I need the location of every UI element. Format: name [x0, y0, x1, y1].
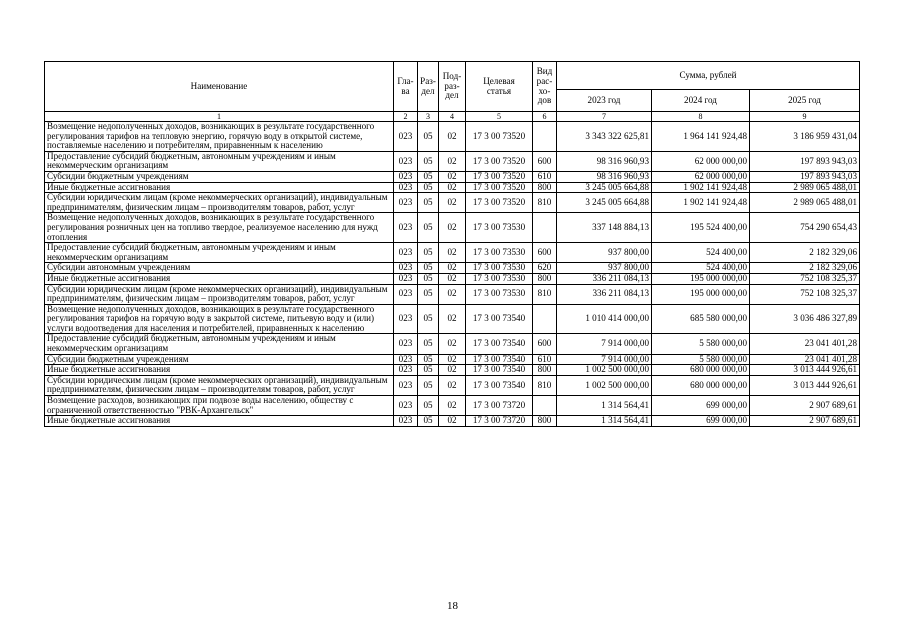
row-sum-2024: 195 000 000,00: [652, 284, 750, 304]
header-2023: 2023 год: [557, 90, 652, 112]
row-sum-2024: 62 000 000,00: [652, 171, 750, 182]
row-target-article: 17 3 00 73720: [466, 396, 533, 416]
header-name: Наименование: [45, 62, 394, 112]
row-expense-type: [533, 396, 557, 416]
row-name: Иные бюджетные ассигнования: [45, 182, 394, 193]
row-sum-2024: 680 000 000,00: [652, 375, 750, 395]
col-number: 4: [439, 112, 466, 122]
table-row: [45, 182, 860, 193]
table-row: [45, 396, 860, 416]
row-target-article: 17 3 00 73520: [466, 122, 533, 152]
row-razdel: 05: [418, 213, 439, 243]
header-razdel: Раз- дел: [418, 62, 439, 112]
row-razdel: 05: [418, 304, 439, 334]
table-row: [45, 354, 860, 365]
row-target-article: 17 3 00 73540: [466, 354, 533, 365]
row-sum-2023: 937 800,00: [557, 263, 652, 274]
row-sum-2025: 2 907 689,61: [750, 396, 860, 416]
row-sum-2023: 937 800,00: [557, 243, 652, 263]
row-target-article: 17 3 00 73520: [466, 151, 533, 171]
table-row: [45, 365, 860, 376]
row-razdel: 05: [418, 375, 439, 395]
row-name: Предоставление субсидий бюджетным, автономным учреждениям и иным некоммерческим организациям: [45, 243, 394, 263]
row-podrazdel: 02: [439, 416, 466, 427]
row-glava: 023: [394, 396, 418, 416]
row-glava: 023: [394, 284, 418, 304]
row-glava: 023: [394, 304, 418, 334]
row-glava: 023: [394, 213, 418, 243]
row-name: Иные бюджетные ассигнования: [45, 365, 394, 376]
row-target-article: 17 3 00 73520: [466, 171, 533, 182]
table-row: [45, 193, 860, 213]
row-glava: 023: [394, 334, 418, 354]
row-name: Возмещение недополученных доходов, возникающих в результате государственного регулирования тарифов на горячую воду в закрытой системе, питьевую воду и (или) услуги водоотведения для населения и потребителей, приравненных к населению: [45, 304, 394, 334]
row-glava: 023: [394, 193, 418, 213]
row-sum-2025: 197 893 943,03: [750, 151, 860, 171]
col-number: 3: [418, 112, 439, 122]
row-podrazdel: 02: [439, 354, 466, 365]
row-podrazdel: 02: [439, 375, 466, 395]
row-sum-2023: 3 245 005 664,88: [557, 182, 652, 193]
row-sum-2024: 685 580 000,00: [652, 304, 750, 334]
table-row: [45, 375, 860, 395]
row-sum-2024: 699 000,00: [652, 396, 750, 416]
col-number: 2: [394, 112, 418, 122]
table-row: [45, 243, 860, 263]
row-sum-2025: 2 907 689,61: [750, 416, 860, 427]
header-glava: Гла- ва: [394, 62, 418, 112]
row-sum-2023: 1 314 564,41: [557, 416, 652, 427]
header-vid: Вид рас- хо- дов: [533, 62, 557, 112]
col-number: 1: [45, 112, 394, 122]
row-sum-2023: 336 211 084,13: [557, 273, 652, 284]
row-glava: 023: [394, 375, 418, 395]
row-target-article: 17 3 00 73530: [466, 263, 533, 274]
row-sum-2024: 195 524 400,00: [652, 213, 750, 243]
budget-table: [44, 61, 860, 427]
row-sum-2024: 5 580 000,00: [652, 354, 750, 365]
row-expense-type: 620: [533, 263, 557, 274]
row-sum-2025: 2 182 329,06: [750, 243, 860, 263]
row-name: Возмещение недополученных доходов, возникающих в результате государственного регулирования розничных цен на топливо твердое, реализуемое населению для нужд отопления: [45, 213, 394, 243]
row-glava: 023: [394, 171, 418, 182]
row-name: Иные бюджетные ассигнования: [45, 273, 394, 284]
table-row: [45, 213, 860, 243]
row-name: Возмещение недополученных доходов, возникающих в результате государственного регулирования тарифов на тепловую энергию, горячую воду в открытой системе, поставляемые населению и потребителям, приравненным к населению: [45, 122, 394, 152]
table-row: [45, 304, 860, 334]
row-podrazdel: 02: [439, 243, 466, 263]
page-number: 18: [447, 600, 458, 612]
row-razdel: 05: [418, 396, 439, 416]
row-razdel: 05: [418, 182, 439, 193]
row-razdel: 05: [418, 365, 439, 376]
row-glava: 023: [394, 122, 418, 152]
col-number: 9: [750, 112, 860, 122]
row-target-article: 17 3 00 73720: [466, 416, 533, 427]
row-glava: 023: [394, 243, 418, 263]
row-sum-2023: 7 914 000,00: [557, 334, 652, 354]
row-glava: 023: [394, 273, 418, 284]
row-podrazdel: 02: [439, 171, 466, 182]
row-podrazdel: 02: [439, 193, 466, 213]
row-razdel: 05: [418, 284, 439, 304]
row-razdel: 05: [418, 151, 439, 171]
row-sum-2024: 680 000 000,00: [652, 365, 750, 376]
row-sum-2023: 3 343 322 625,81: [557, 122, 652, 152]
row-razdel: 05: [418, 354, 439, 365]
row-sum-2023: 336 211 084,13: [557, 284, 652, 304]
row-sum-2023: 1 002 500 000,00: [557, 375, 652, 395]
row-target-article: 17 3 00 73530: [466, 273, 533, 284]
row-sum-2025: 2 989 065 488,01: [750, 182, 860, 193]
row-expense-type: 810: [533, 284, 557, 304]
row-expense-type: 810: [533, 193, 557, 213]
row-podrazdel: 02: [439, 122, 466, 152]
row-expense-type: [533, 122, 557, 152]
row-sum-2025: 3 013 444 926,61: [750, 375, 860, 395]
row-expense-type: 800: [533, 182, 557, 193]
row-name: Возмещение расходов, возникающих при подвозе воды населению, обществу с ограниченной ответственностью "РВК-Архангельск": [45, 396, 394, 416]
row-podrazdel: 02: [439, 304, 466, 334]
row-razdel: 05: [418, 334, 439, 354]
header-2025: 2025 год: [750, 90, 860, 112]
header-podrazdel: Под- раз- дел: [439, 62, 466, 112]
row-target-article: 17 3 00 73540: [466, 365, 533, 376]
row-sum-2025: 197 893 943,03: [750, 171, 860, 182]
row-razdel: 05: [418, 243, 439, 263]
header-sum: Сумма, рублей: [557, 62, 860, 90]
row-name: Иные бюджетные ассигнования: [45, 416, 394, 427]
row-sum-2023: 1 010 414 000,00: [557, 304, 652, 334]
col-number: 7: [557, 112, 652, 122]
row-expense-type: 800: [533, 273, 557, 284]
row-name: Субсидии юридическим лицам (кроме некоммерческих организаций), индивидуальным предпринимателям, физическим лицам – производителям товаров, работ, услуг: [45, 193, 394, 213]
header-target: Целевая статья: [466, 62, 533, 112]
row-razdel: 05: [418, 416, 439, 427]
row-glava: 023: [394, 416, 418, 427]
row-podrazdel: 02: [439, 182, 466, 193]
row-sum-2024: 524 400,00: [652, 263, 750, 274]
row-sum-2025: 3 013 444 926,61: [750, 365, 860, 376]
row-expense-type: [533, 213, 557, 243]
table-row: [45, 122, 860, 152]
row-podrazdel: 02: [439, 273, 466, 284]
table-row: [45, 416, 860, 427]
row-sum-2023: 98 316 960,93: [557, 171, 652, 182]
row-target-article: 17 3 00 73520: [466, 182, 533, 193]
row-target-article: 17 3 00 73530: [466, 243, 533, 263]
row-name: Предоставление субсидий бюджетным, автономным учреждениям и иным некоммерческим организациям: [45, 151, 394, 171]
row-razdel: 05: [418, 122, 439, 152]
row-sum-2023: 98 316 960,93: [557, 151, 652, 171]
row-name: Субсидии юридическим лицам (кроме некоммерческих организаций), индивидуальным предпринимателям, физическим лицам – производителям товаров, работ, услуг: [45, 284, 394, 304]
row-sum-2024: 62 000 000,00: [652, 151, 750, 171]
table-row: [45, 263, 860, 274]
row-sum-2025: 754 290 654,43: [750, 213, 860, 243]
row-sum-2025: 3 036 486 327,89: [750, 304, 860, 334]
row-razdel: 05: [418, 273, 439, 284]
row-podrazdel: 02: [439, 396, 466, 416]
row-expense-type: 610: [533, 171, 557, 182]
row-target-article: 17 3 00 73530: [466, 284, 533, 304]
row-sum-2024: 1 902 141 924,48: [652, 182, 750, 193]
row-name: Субсидии автономным учреждениям: [45, 263, 394, 274]
row-target-article: 17 3 00 73540: [466, 304, 533, 334]
table-row: [45, 334, 860, 354]
col-number: 8: [652, 112, 750, 122]
row-sum-2024: 195 000 000,00: [652, 273, 750, 284]
row-podrazdel: 02: [439, 284, 466, 304]
row-razdel: 05: [418, 263, 439, 274]
table-row: [45, 171, 860, 182]
row-sum-2025: 2 989 065 488,01: [750, 193, 860, 213]
col-number: 5: [466, 112, 533, 122]
row-sum-2023: 7 914 000,00: [557, 354, 652, 365]
row-expense-type: 600: [533, 334, 557, 354]
row-expense-type: 810: [533, 375, 557, 395]
row-razdel: 05: [418, 193, 439, 213]
row-target-article: 17 3 00 73530: [466, 213, 533, 243]
row-sum-2024: 5 580 000,00: [652, 334, 750, 354]
row-sum-2024: 524 400,00: [652, 243, 750, 263]
row-sum-2025: 752 108 325,37: [750, 284, 860, 304]
row-sum-2023: 1 002 500 000,00: [557, 365, 652, 376]
row-sum-2025: 752 108 325,37: [750, 273, 860, 284]
row-sum-2025: 2 182 329,06: [750, 263, 860, 274]
row-glava: 023: [394, 151, 418, 171]
col-number: 6: [533, 112, 557, 122]
row-expense-type: 610: [533, 354, 557, 365]
row-glava: 023: [394, 365, 418, 376]
table-row: [45, 273, 860, 284]
row-glava: 023: [394, 182, 418, 193]
column-number-row: [45, 112, 860, 122]
row-sum-2023: 1 314 564,41: [557, 396, 652, 416]
row-sum-2025: 3 186 959 431,04: [750, 122, 860, 152]
row-name: Предоставление субсидий бюджетным, автономным учреждениям и иным некоммерческим организациям: [45, 334, 394, 354]
row-target-article: 17 3 00 73540: [466, 334, 533, 354]
row-podrazdel: 02: [439, 334, 466, 354]
row-target-article: 17 3 00 73520: [466, 193, 533, 213]
row-sum-2024: 1 964 141 924,48: [652, 122, 750, 152]
row-sum-2023: 3 245 005 664,88: [557, 193, 652, 213]
row-podrazdel: 02: [439, 365, 466, 376]
table-row: [45, 284, 860, 304]
table-row: [45, 151, 860, 171]
row-expense-type: [533, 304, 557, 334]
row-expense-type: 800: [533, 365, 557, 376]
row-podrazdel: 02: [439, 151, 466, 171]
row-expense-type: 600: [533, 243, 557, 263]
row-podrazdel: 02: [439, 263, 466, 274]
row-sum-2024: 1 902 141 924,48: [652, 193, 750, 213]
row-sum-2024: 699 000,00: [652, 416, 750, 427]
row-sum-2023: 337 148 884,13: [557, 213, 652, 243]
row-expense-type: 600: [533, 151, 557, 171]
row-razdel: 05: [418, 171, 439, 182]
row-sum-2025: 23 041 401,28: [750, 334, 860, 354]
row-podrazdel: 02: [439, 213, 466, 243]
row-expense-type: 800: [533, 416, 557, 427]
row-name: Субсидии бюджетным учреждениям: [45, 171, 394, 182]
row-sum-2025: 23 041 401,28: [750, 354, 860, 365]
row-glava: 023: [394, 263, 418, 274]
row-name: Субсидии юридическим лицам (кроме некоммерческих организаций), индивидуальным предпринимателям, физическим лицам – производителям товаров, работ, услуг: [45, 375, 394, 395]
header-2024: 2024 год: [652, 90, 750, 112]
row-target-article: 17 3 00 73540: [466, 375, 533, 395]
row-name: Субсидии бюджетным учреждениям: [45, 354, 394, 365]
row-glava: 023: [394, 354, 418, 365]
